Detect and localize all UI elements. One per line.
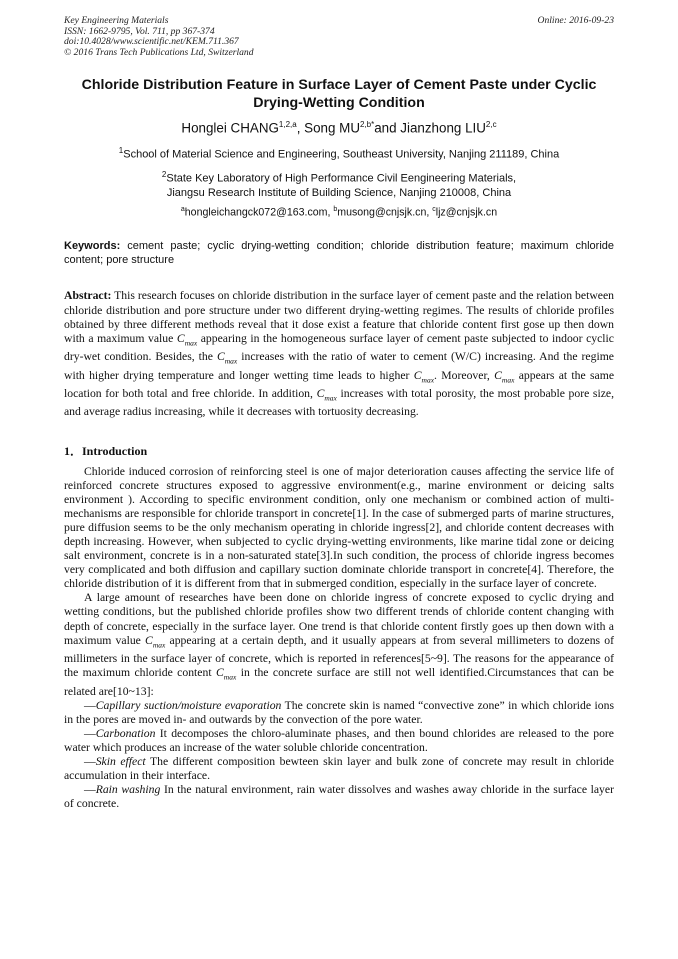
email-link[interactable]: hongleichangck072@163.com,: [184, 206, 334, 219]
author-name: Song MU: [304, 120, 360, 136]
copyright-line: © 2016 Trans Tech Publications Ltd, Switzerland: [64, 46, 254, 58]
author-emails: $^a$hongleichangck072@163.com, $^b$musong@cnjsjk.cn, $^c$ljz@cnjsjk.cn: [180, 205, 498, 219]
author-affiliation-mark: 2,b*: [360, 120, 375, 130]
list-item-rain-washing: —Rain washing In the natural environment, rain water dissolves and washes away chloride in the surface layer of concrete.: [64, 783, 614, 811]
email-link[interactable]: ljz@cnjsjk.cn: [435, 206, 498, 219]
abstract: Abstract: This research focuses on chloride distribution in the surface layer of cement paste and the relation between chloride distribution and pore structure under two different drying-wetting regimes. The results of chloride profiles obtained by three different methods reveal that it dose exist a feature that chloride content first gose up then down with a maximum value $C_{max}$ appearing in the homogeneous surface layer of cement paste subjected to indoor cyclic dry-wet condition. Besides, the $C_{max}$ increases with the ratio of water to cement (W/C) increasing. And the regime with higher drying temperature and longer wetting time leads to higher $C_{max}$. Moreover, $C_{max}$ appears at the same location for both total and free chloride. In addition, $C_{max}$ increases with total porosity, the most probable pore size, and average radius increasing, while it decreases with tortuosity decreasing.: [64, 289, 615, 419]
list-item-carbonation: —Carbonation It decomposes the chloro-aluminate phases, and then bound chlorides are released to the pore water which produces an increase of the water soluble chloride concentration.: [64, 726, 614, 754]
email-link[interactable]: musong@cnjsjk.cn,: [337, 206, 433, 219]
issn-line: ISSN: 1662-9795, Vol. 711, pp 367-374: [64, 25, 215, 37]
cmax-symbol: $C_{max}$: [216, 350, 238, 366]
affiliation-1: $^1$School of Material Science and Engineering, Southeast University, Nanjing 211189, China: [118, 145, 560, 161]
author-affiliation-mark: 2,c: [485, 120, 497, 130]
abstract-label: Abstract:: [64, 289, 112, 303]
list-item-capillary-suction: —Capillary suction/moisture evaporation The concrete skin is named “convective zone” in which chloride ions in the pores are moved in- and outwards by the convection of the pore water.: [64, 698, 614, 726]
cmax-symbol: $C_{max}$: [176, 331, 198, 348]
author-affiliation-mark: 1,2,a: [278, 120, 297, 130]
intro-paragraph-1: Chloride induced corrosion of reinforcing steel is one of major deterioration causes affecting the service life of reinforced concrete structures exposed to aggressive environment(e.g., marine environment or deicing salts environment ). According to specific environment condition, only one mechanism or combined action of multi-mechanisms are responsible for chloride transport in concrete[1]. In the case of submerged parts of marine structures, pure diffusion seems to be the only mechanism operating in chloride ingress[2], and chloride content decreases with depth increasing. However, when subjected to cyclic drying-wetting environments, like marine tidal zone or deicing salt environment, concrete is in a non-saturated state[3].In such condition, the process of chloride ingress becomes very complicated and both diffusion and capillary suction dominate chloride transport in concrete[4]. Therefore, the chloride distribution of it is different from that in submerged condition, especially in the surface layer of concrete.: [64, 464, 614, 591]
paper-title: Chloride Distribution Feature in Surface Layer of Cement Paste under Cyclic Drying-Wetting Condition: [81, 77, 597, 112]
doi-line: doi:10.4028/www.scientific.net/KEM.711.367: [64, 36, 239, 48]
affiliation-2: $^2$State Key Laboratory of High Performance Civil Eengineering Materials, Jiangsu Research Institute of Building Science, Nanjing 210008, China: [161, 169, 517, 199]
cmax-symbol: $C_{max}$: [145, 633, 166, 649]
cmax-symbol: $C_{max}$: [413, 368, 435, 384]
author-list: Honglei CHANG$^{1,2,a}$, Song $MU^{2,b*}and$ Jianzhong LIU$^{2,c}$: [181, 120, 497, 136]
online-date: Online: 2016-09-23: [537, 15, 614, 26]
cmax-symbol: $C_{max}$: [494, 368, 515, 384]
intro-paragraph-2: A large amount of researches have been done on chloride ingress of concrete exposed to cyclic drying and wetting conditions, but the published chloride profiles show two different trends of chloride content changing with depth of concrete, especially in the surface layer. One trend is that chloride content firstly goes up then down with a maximum value $C_{max}$ appearing at a certain depth, and it usually appears at from several millimeters to dozens of millimeters in the surface layer of concrete, which is reported in references[5~9]. The reasons for the appearance of the maximum chloride content $C_{max}$ in the concrete surface are still not well identified.Circumstances that can be related are[10~13]:: [64, 591, 614, 698]
journal-name: Key Engineering Materials: [64, 15, 169, 26]
author-name: Jianzhong LIU: [400, 120, 486, 136]
keywords-label: Keywords:: [64, 240, 121, 253]
list-item-skin-effect: —Skin effect The different composition bewteen skin layer and bulk zone of concrete may result in chloride accumulation in their interface.: [64, 755, 614, 783]
cmax-symbol: $C_{max}$: [316, 387, 337, 403]
author-name: Honglei CHANG: [181, 120, 279, 136]
keywords: Keywords: cement paste; cyclic drying-wetting condition; chloride distribution feature; maximum chloride content; pore structure: [64, 240, 614, 266]
journal-header: [64, 16, 614, 58]
section-heading-introduction: 1．Introduction: [64, 443, 148, 458]
cmax-symbol: $C_{max}$: [216, 666, 237, 682]
